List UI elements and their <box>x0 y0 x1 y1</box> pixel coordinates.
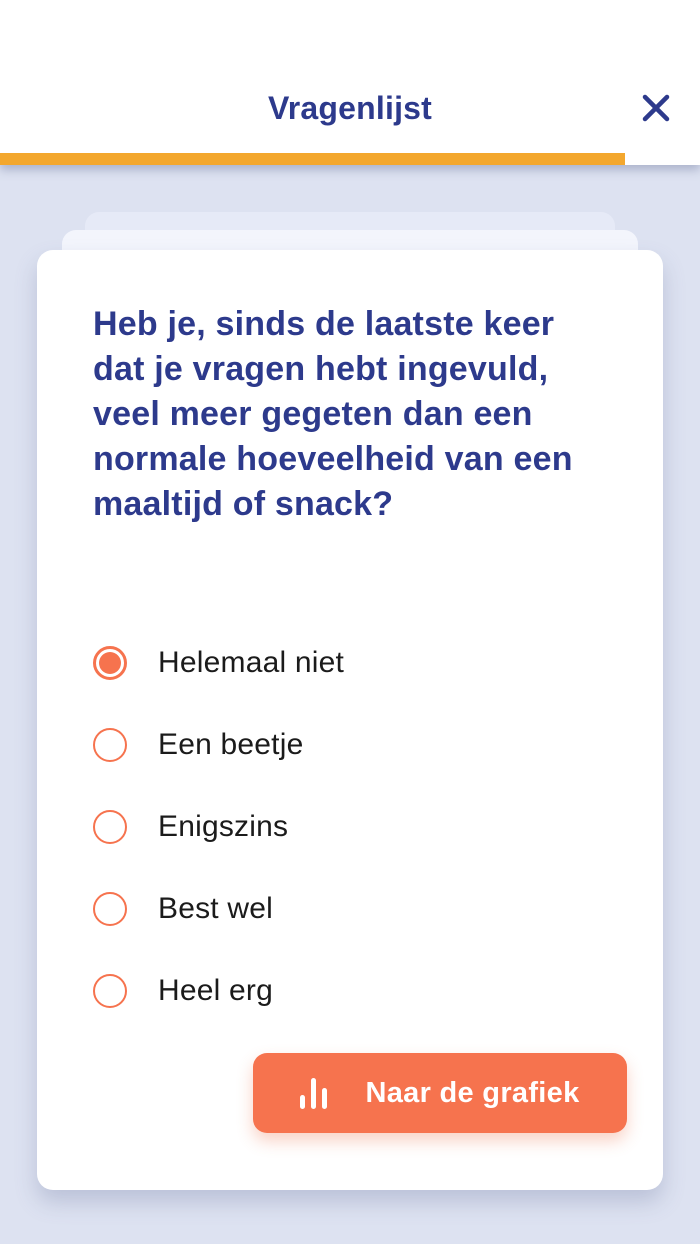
close-icon <box>638 90 674 126</box>
radio-option-label: Helemaal niet <box>158 646 345 679</box>
radio-button[interactable] <box>93 646 127 680</box>
to-chart-button-label: Naar de grafiek <box>365 1076 580 1109</box>
header <box>0 0 700 153</box>
radio-option[interactable] <box>93 728 623 762</box>
page-title: Vragenlijst <box>267 90 433 126</box>
radio-button[interactable] <box>93 974 127 1008</box>
radio-option-label: Een beetje <box>158 728 304 761</box>
question-text: Heb je, sinds de laatste keer dat je vragen hebt ingevuld, veel meer gegeten dan een normale hoeveelheid van een maaltijd of snack? <box>93 305 573 523</box>
radio-option[interactable] <box>93 974 623 1008</box>
options-list <box>93 646 623 1056</box>
radio-option[interactable] <box>93 810 623 844</box>
top-bar <box>0 0 700 165</box>
radio-button[interactable] <box>93 892 127 926</box>
question-card <box>37 250 663 1190</box>
progress-fill <box>0 153 625 165</box>
radio-option-label: Best wel <box>158 892 273 925</box>
radio-button[interactable] <box>93 810 127 844</box>
to-chart-button[interactable] <box>253 1053 627 1133</box>
radio-option[interactable] <box>93 646 623 680</box>
bar-chart-icon <box>300 1077 327 1109</box>
radio-button[interactable] <box>93 728 127 762</box>
progress-bar <box>0 153 700 165</box>
radio-option-label: Heel erg <box>158 974 273 1007</box>
close-button[interactable] <box>634 86 678 130</box>
radio-option-label: Enigszins <box>158 810 289 843</box>
radio-option[interactable] <box>93 892 623 926</box>
